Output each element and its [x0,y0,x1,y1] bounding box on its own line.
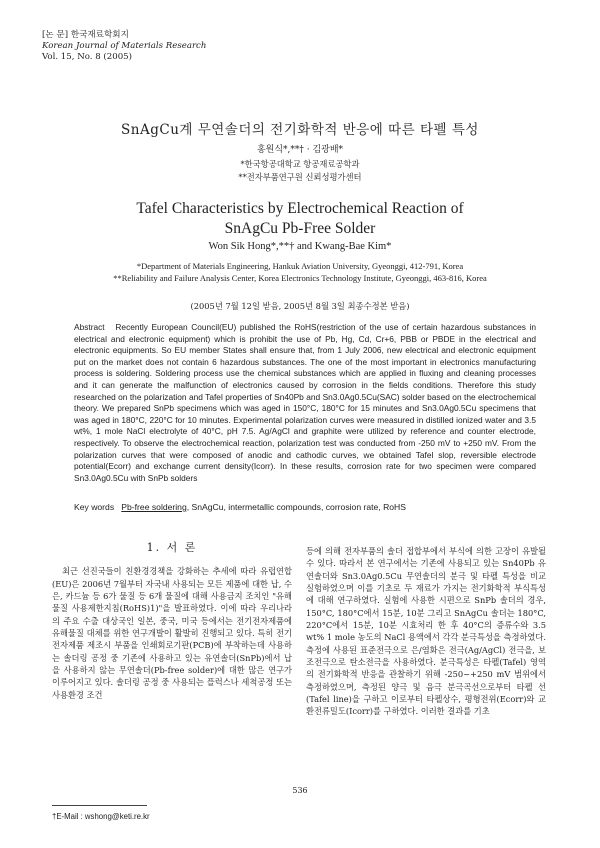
journal-name-en: Korean Journal of Materials Research [42,41,207,51]
korean-affiliation-2: **전자부품연구원 신뢰성평가센터 [238,172,362,182]
english-title-line-1: Tafel Characteristics by Electrochemical Reaction of [136,200,464,217]
english-affiliations [0,261,600,284]
abstract-text: Recently European Council(EU) published the RoHS(restriction of the use of certain hazardous substances in electrical and electronic equipment) which is prohibit the use of Pb, Hg, Cd, Cr+6, PBB or PBDE in the electrical and electronic equipments. So EU member States shall ensure that, from 1 July 2006, new electrical and electronic equipment put on the market does not contain 6 hazardous substances. The one of the most important in electronics manufacturing process is soldering. Soldering process use the chemical substances which are applied in fluxing and cleaning processes and it can generate the malfunction of electronics caused by corrosion in the fields conditions. Therefore this study researched on the polarization and Tafel properties of Sn40Pb and Sn3.0Ag0.5Cu(SAC) solder based on the electrochemical theory. We prepared SnPb specimens which was aged in 150°C, 180°C for 15 minutes and Sn3.0Ag0.5Cu specimens that was aged in 180°C, 220°C for 10 minutes. Experimental polarization curves were measured in distilled ionized water and 3.5 wt%, 1 mole NaCl electrolyte of 40°C, pH 7.5. Ag/AgCl and graphite were utilized by reference and counter electrode, respectively. To observe the electrochemical reaction, polarization test was conducted from -250 mV to +250 mV. From the polarization curves that were composed of anodic and cathodic curves, we obtained Tafel slop, reversible electrode potential(Ecorr) and exchange current density(Icorr). In these results, corrosion rate for two specimen were compared Sn3.0Ag0.5Cu with SnPb solders [74,322,536,483]
korean-affiliations [0,158,600,184]
journal-header [42,30,206,63]
keywords-rest: , SnAgCu, intermetallic compounds, corrosion rate, RoHS [186,502,406,512]
keywords-label: Key words [74,502,115,512]
journal-name-kr: [논 문] 한국재료학회지 [42,30,129,40]
journal-volume: Vol. 15, No. 8 (2005) [42,52,132,62]
intro-paragraph-right: 등에 의해 전자부품의 솔더 접합부에서 부식에 의한 고장이 유발될 수 있다. 따라서 본 연구에서는 기존에 사용되고 있는 Sn40Pb 유연솔더와 Sn3.0Ag0.5Cu 무연솔더의 분극 및 타펠 특성을 비교 실험하였으며 이를 기초로 두 재료가 가지는 전기화학적 부식특성에 대해 연구하였다. 실험에 사용한 시편으로 SnPb 솔더의 경우, 150°C, 180°C에서 15분, 10분 그리고 SnAgCu 솔더는 180°C, 220°C에서 15분, 10분 시효처리 한 후 40°C의 증류수와 3.5 wt% 1 mole 농도의 NaCl 용액에서 각각 분극특성을 측정하였다. 측정에 사용된 표준전극으로 은/염화은 전극(Ag/AgCl) 전극을, 보조전극으로 탄소전극을 사용하였다. 분극특성은 타펠(Tafel) 영역의 전기화학적 반응을 관찰하기 위해 -250~+250 mV 범위에서 측정하였으며, 측정된 양극 및 음극 분극곡선으로부터 타펠 선(Tafel line)을 구하고 이로부터 타펠상수, 평형전위(Ecorr)와 교환전류밀도(Icorr)를 구하였다. 이러한 결과를 기초 [306,546,546,717]
intro-paragraph-left: 최근 선진국들이 친환경경책을 강화하는 추세에 따라 유럽연합(EU)은 2006년 7월부터 자국내 사용되는 모든 제품에 대한 납, 수은, 카드늄 등 6가 물질 등 6개 물질에 대해 사용금지 조치인 "유해물질 사용제한지침(RoHS)1)"을 발표하였다. 이에 따라 우리나라의 주요 수출 대상국인 일본, 중국, 미국 등에서는 전기전자제품에 유해물질 대체를 위한 연구개발이 활발히 진행되고 있다. 특히 전기전자제품 제조시 부품을 인쇄회로기판(PCB)에 부착하는데 사용하는 솔더링 공정 중 기존에 사용하고 있는 유연솔더(SnPb)에서 납을 사용하지 않는 무연솔더(Pb-free solder)에 대한 많은 연구가 이루어지고 있다. 솔더링 공정 중 사용되는 플럭스나 세척공정 또는 사용환경 조건 [52,566,292,700]
page-number: 536 [292,786,308,795]
korean-authors: 홍원식*,**† · 김광배* [256,145,344,155]
english-affiliation-1: *Department of Materials Engineering, Hankuk Aviation University, Gyeonggi, 412-791, Korea [136,261,464,271]
section-heading: 1. 서 론 [146,541,198,554]
footnote-divider [52,805,147,806]
english-title [0,199,600,239]
english-authors: Won Sik Hong*,**† and Kwang-Bae Kim* [208,241,392,252]
right-column [306,545,546,718]
footnote-email: †E-Mail : wshong@keti.re.kr [52,812,150,821]
korean-affiliation-1: *한국항공대학교 항공재료공학과 [240,159,360,169]
korean-title: SnAgCu계 무연솔더의 전기화학적 반응에 따른 타펠 특성 [121,122,479,138]
keyword-link[interactable]: Pb-free soldering [121,502,187,512]
left-column [52,542,292,701]
received-dates: (2005년 7월 12일 받음, 2005년 8월 3일 최종수정본 받음) [190,301,410,311]
abstract-label: Abstract [74,322,105,332]
english-title-line-2: SnAgCu Pb-Free Solder [224,220,376,237]
english-affiliation-2: **Reliability and Failure Analysis Center, Korea Electronics Technology Institute, Gyeonggi, 463-816, Korea [113,272,487,283]
keywords [74,502,406,512]
abstract [74,322,536,484]
